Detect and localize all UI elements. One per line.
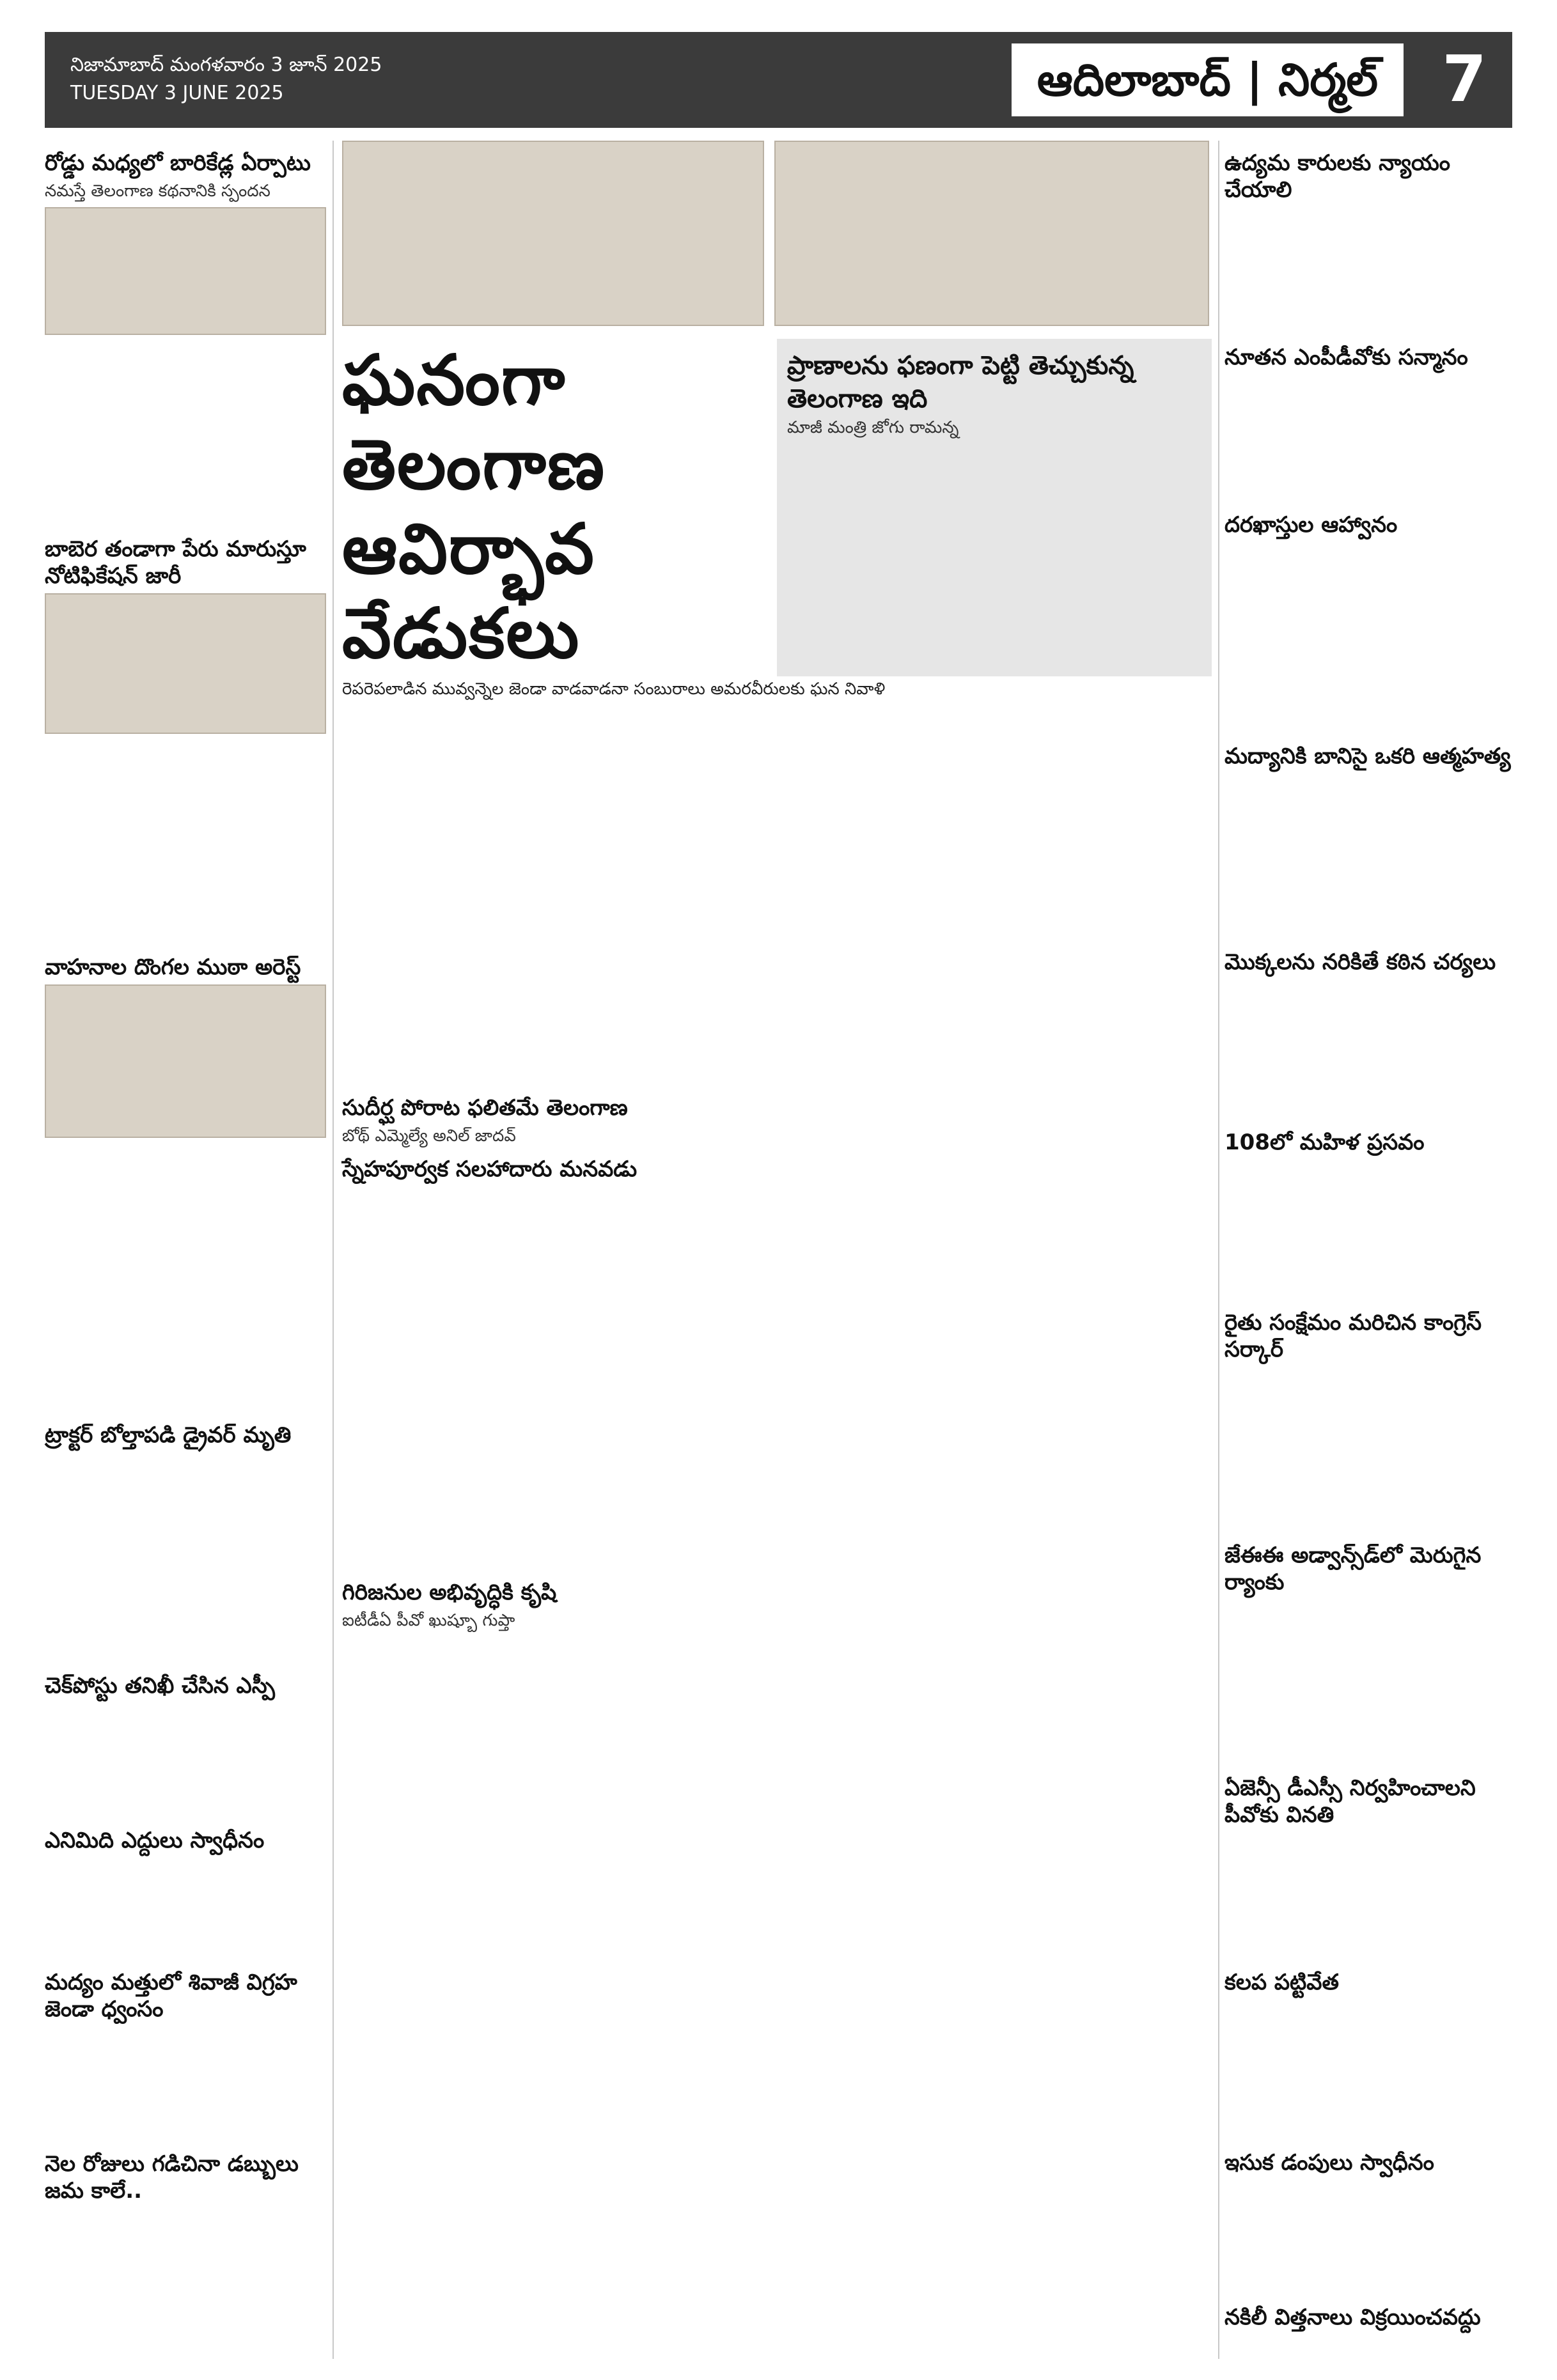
subheadline: నమస్తే తెలంగాణ కథనానికి స్పందన	[45, 182, 270, 201]
headline: రోడ్డు మధ్యలో బారికేడ్ల ఏర్పాటు	[45, 150, 311, 176]
column-rule	[1218, 141, 1219, 2359]
headline: ఎనిమిది ఎద్దులు స్వాధీనం	[45, 1828, 265, 1853]
headline: ఇసుక డంపులు స్వాధీనం	[1224, 2150, 1434, 2175]
page-number: 7	[1442, 42, 1487, 116]
hero-headline: ఘనంగా తెలంగాణ	[342, 341, 606, 505]
headline: మద్యానికి బానిసై ఒకరి ఆత్మహత్య	[1224, 743, 1511, 769]
right-column	[1224, 141, 1512, 2335]
headline: మద్యం మత్తులో శివాజీ విగ్రహ జెండా ధ్వంసం	[45, 1970, 297, 2022]
headline: నకిలీ విత్తనాలు విక్రయించవద్దు	[1224, 2305, 1481, 2330]
masthead	[45, 32, 1512, 128]
box-headline: ప్రాణాలను ఫణంగా పెట్టి తెచ్చుకున్న తెలంగాణ ఇది	[787, 351, 1134, 414]
headline: చెక్‌పోస్టు తనిఖీ చేసిన ఎస్పీ	[45, 1673, 275, 1699]
headline: జేఈఈ అడ్వాన్స్‌డ్‌లో మెరుగైన ర్యాంకు	[1224, 1543, 1482, 1595]
hero-bullets: రెపరెపలాడిన మువ్వన్నెల జెండా వాడవాడనా సంబురాలు అమరవీరులకు ఘన నివాళి	[342, 680, 886, 699]
photo	[342, 141, 764, 326]
photo	[45, 593, 326, 734]
section-title: ఆదిలాబాద్ | నిర్మల్	[1012, 43, 1404, 116]
headline: సుదీర్ఘ పోరాట ఫలితమే తెలంగాణ	[342, 1095, 628, 1121]
photo	[45, 207, 326, 335]
photo	[45, 984, 326, 1138]
headline: రైతు సంక్షేమం మరిచిన కాంగ్రెస్ సర్కార్	[1224, 1310, 1482, 1362]
headline: వాహనాల దొంగల ముఠా అరెస్ట్	[45, 954, 301, 980]
headline: దరఖాస్తుల ఆహ్వానం	[1224, 512, 1398, 538]
headline: స్నేహపూర్వక సలహాదారు మనవడు	[342, 1156, 638, 1182]
quote-box	[777, 339, 1212, 676]
headline: కలప పట్టివేత	[1224, 1970, 1339, 1995]
headline: ట్రాక్టర్ బోల్తాపడి డ్రైవర్ మృతి	[45, 1422, 292, 1448]
photo	[774, 141, 1209, 326]
city-date: నిజామాబాద్ మంగళవారం 3 జూన్ 2025	[70, 54, 382, 76]
column-rule	[333, 141, 334, 2359]
headline: నూతన ఎంపీడీవోకు సన్మానం	[1224, 345, 1468, 370]
headline: ఉద్యమ కారులకు న్యాయం చేయాలి	[1224, 150, 1450, 203]
headline: గిరిజనుల అభివృద్ధికి కృషి	[342, 1580, 557, 1605]
headline: ఏజెన్సీ డీఎస్సీ నిర్వహించాలని పీవోకు వినతి	[1224, 1775, 1476, 1828]
headline: బాబెర తండాగా పేరు మారుస్తూ నోటిఫికేషన్ జారీ	[45, 536, 306, 589]
subheadline: ఐటీడీఏ పీవో ఖుష్బూ గుప్తా	[342, 1611, 515, 1630]
subheadline: బోథ్ ఎమ్మెల్యే అనిల్ జాదవ్	[342, 1126, 516, 1146]
box-subheadline: మాజీ మంత్రి జోగు రామన్న	[787, 418, 959, 437]
headline: నెల రోజులు గడిచినా డబ్బులు జమ కాలే..	[45, 2151, 299, 2204]
english-date: TUESDAY 3 JUNE 2025	[70, 82, 284, 104]
center-column	[342, 141, 1212, 1637]
hero-headline: ఆవిర్భావ వేడుకలు	[342, 509, 595, 674]
left-column	[45, 141, 326, 2208]
headline: 108లో మహిళ ప్రసవం	[1224, 1130, 1425, 1155]
headline: మొక్కలను నరికితే కఠిన చర్యలు	[1224, 949, 1496, 975]
masthead-dates	[70, 51, 382, 107]
